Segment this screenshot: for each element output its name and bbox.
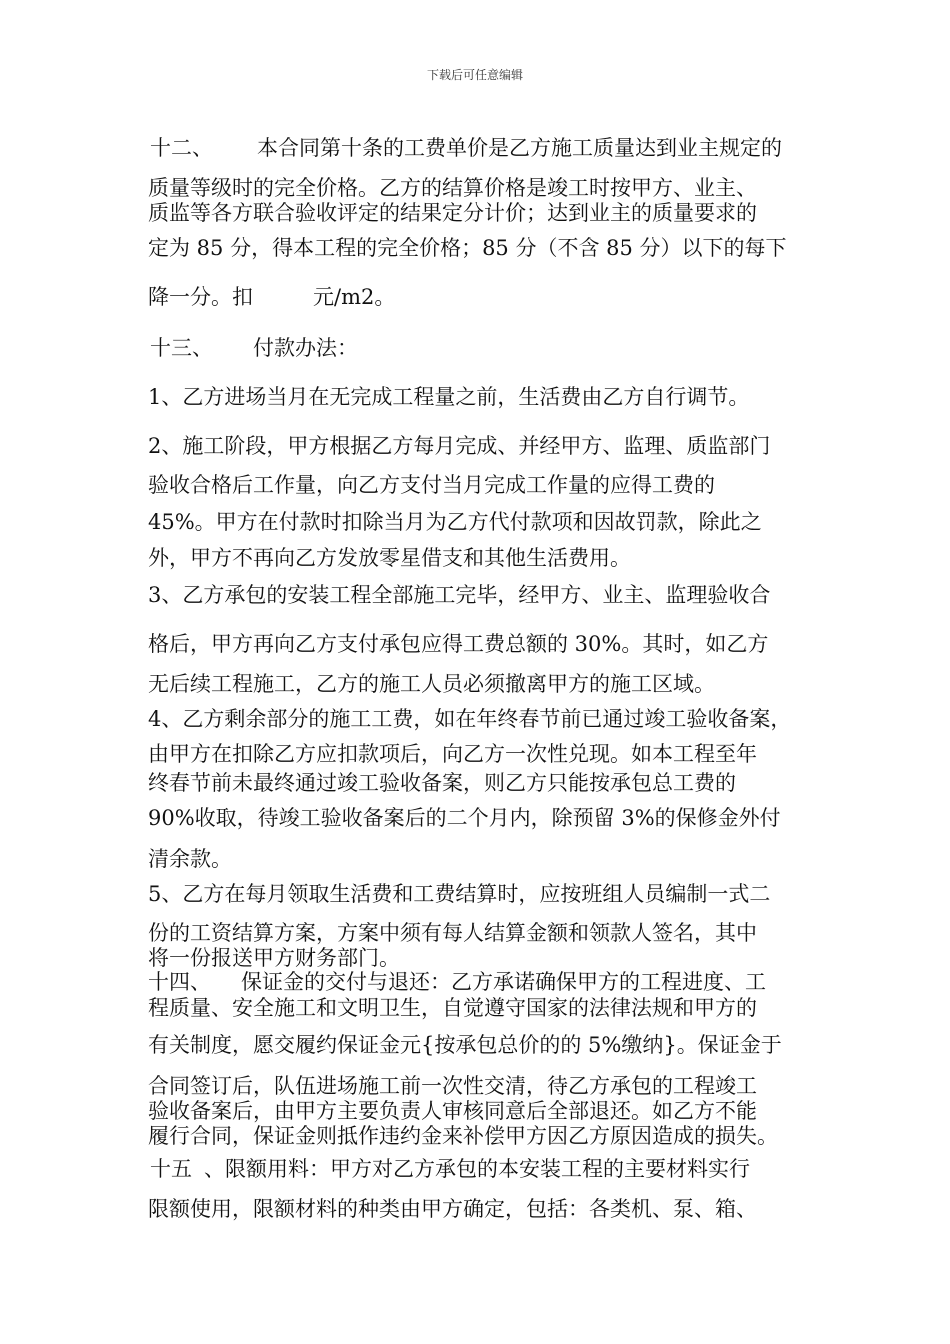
- section-14-line-5: 验收备案后，由甲方主要负责人审核同意后全部退还。如乙方不能: [148, 1099, 757, 1123]
- section-14-line-6: 履行合同，保证金则抵作违约金来补偿甲方因乙方原因造成的损失。: [148, 1124, 778, 1148]
- section-15-line-1: 十五 、限额用料：甲方对乙方承包的本安装工程的主要材料实行: [150, 1157, 750, 1181]
- payment-item-4-line-1: 4、乙方剩余部分的施工工费，如在年终春节前已通过竣工验收备案，: [148, 707, 792, 731]
- section-14-line-1: 十四、 保证金的交付与退还：乙方承诺确保甲方的工程进度、工: [148, 970, 766, 994]
- payment-item-2-line-1: 2、施工阶段，甲方根据乙方每月完成、并经甲方、监理、质监部门: [148, 434, 771, 458]
- payment-item-5-line-1: 5、乙方在每月领取生活费和工费结算时，应按班组人员编制一式二: [148, 882, 771, 906]
- section-12-number: 十二、: [150, 136, 213, 160]
- payment-item-3-line-3: 无后续工程施工，乙方的施工人员必须撤离甲方的施工区域。: [148, 672, 715, 696]
- section-12-line-3: 质监等各方联合验收评定的结果定分计价；达到业主的质量要求的: [148, 201, 757, 225]
- section-13-number: 十三、: [150, 336, 213, 360]
- section-12-line-4: 定为 85 分，得本工程的完全价格；85 分（不含 85 分）以下的每下: [148, 236, 787, 260]
- payment-item-5-line-3: 将一份报送甲方财务部门。: [148, 946, 400, 970]
- section-13-heading: 十三、 付款办法：: [150, 336, 358, 360]
- payment-item-2-line-4: 外，甲方不再向乙方发放零星借支和其他生活费用。: [148, 546, 631, 570]
- section-14-number: 十四、: [148, 970, 211, 994]
- payment-item-2-line-2: 验收合格后工作量，向乙方支付当月完成工作量的应得工费的: [148, 473, 715, 497]
- payment-item-5-line-2: 份的工资结算方案，方案中须有每人结算金额和领款人签名，其中: [148, 921, 757, 945]
- payment-item-1: 1、乙方进场当月在无完成工程量之前，生活费由乙方自行调节。: [148, 385, 750, 409]
- section-14-line-4: 合同签订后，队伍进场施工前一次性交清，待乙方承包的工程竣工: [148, 1074, 757, 1098]
- section-15-line-2: 限额使用，限额材料的种类由甲方确定，包括：各类机、泵、箱、: [148, 1197, 757, 1221]
- payment-item-3-line-1: 3、乙方承包的安装工程全部施工完毕，经甲方、业主、监理验收合: [148, 583, 771, 607]
- payment-item-4-line-5: 清余款。: [148, 847, 232, 871]
- payment-item-3-line-2: 格后，甲方再向乙方支付承包应得工费总额的 30%。其时，如乙方: [148, 632, 769, 656]
- payment-item-2-line-3: 45%。甲方在付款时扣除当月为乙方代付款项和因故罚款，除此之: [148, 510, 762, 534]
- section-12-line-1: 十二、 本合同第十条的工费单价是乙方施工质量达到业主规定的: [150, 136, 782, 160]
- section-12-line-2: 质量等级时的完全价格。乙方的结算价格是竣工时按甲方、业主、: [148, 176, 757, 200]
- payment-item-4-line-4: 90%收取，待竣工验收备案后的二个月内，除预留 3%的保修金外付: [148, 806, 781, 830]
- page-header: 下载后可任意编辑: [426, 68, 523, 82]
- section-14-line-2: 程质量、安全施工和文明卫生，自觉遵守国家的法律法规和甲方的: [148, 996, 757, 1020]
- section-12-line-5: 降一分。扣 元/m2。: [148, 285, 396, 309]
- payment-item-4-line-2: 由甲方在扣除乙方应扣款项后，向乙方一次性兑现。如本工程至年: [148, 742, 757, 766]
- section-14-line-3: 有关制度，愿交履约保证金元{按承包总价的的 5%缴纳}。保证金于: [148, 1033, 782, 1057]
- payment-item-4-line-3: 终春节前未最终通过竣工验收备案，则乙方只能按承包总工费的: [148, 771, 736, 795]
- section-15-number: 十五: [150, 1157, 192, 1181]
